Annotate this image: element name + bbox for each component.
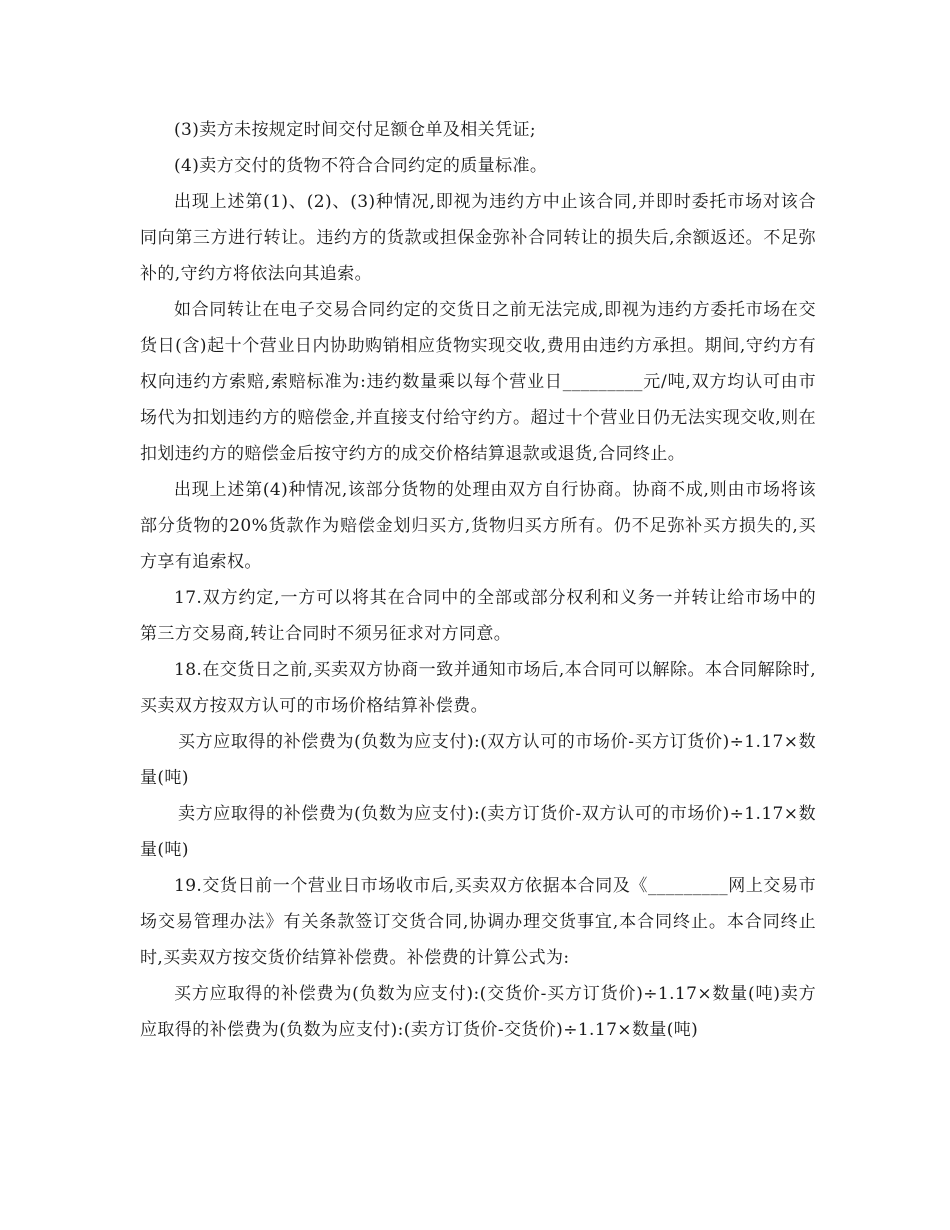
paragraph-article-18: 18.在交货日之前,买卖双方协商一致并通知市场后,本合同可以解除。本合同解除时,买卖双方按双方认可的市场价格结算补偿费。 [140,660,816,716]
paragraph-breach-transfer: 出现上述第(1)、(2)、(3)种情况,即视为违约方中止该合同,并即时委托市场对该合同向第三方进行转让。违约方的货款或担保金弥补合同转让的损失后,余额返还。不足弥补的,守约方将依法向其追索。 [140,192,816,284]
paragraph-article-17: 17.双方约定,一方可以将其在合同中的全部或部分权利和义务一并转让给市场中的第三方交易商,转让合同时不须另征求对方同意。 [140,588,816,644]
paragraph-transfer-failure: 如合同转让在电子交易合同约定的交货日之前无法完成,即视为违约方委托市场在交货日(含)起十个营业日内协助购销相应货物实现交收,费用由违约方承担。期间,守约方有权向违约方索赔,索赔标准为:违约数量乘以每个营业日_________元/吨,双方均认可由市场代为扣划违约方的赔偿金,并直接支付给守约方。超过十个营业日仍无法实现交收,则在扣划违约方的赔偿金后按守约方的成交价格结算退款或退货,合同终止。 [140,300,816,464]
paragraph-article-19: 19.交货日前一个营业日市场收市后,买卖双方依据本合同及《_________网上交易市场交易管理办法》有关条款签订交货合同,协调办理交货事宜,本合同终止。本合同终止时,买卖双方按交货价结算补偿费。补偿费的计算公式为: [140,876,816,968]
paragraph-clause-3: (3)卖方未按规定时间交付足额仓单及相关凭证; [174,120,537,140]
formula-delivery-compensation: 买方应取得的补偿费为(负数为应支付):(交货价-买方订货价)÷1.17×数量(吨)卖方应取得的补偿费为(负数为应支付):(卖方订货价-交货价)÷1.17×数量(吨) [140,984,816,1040]
formula-seller-compensation-market: 卖方应取得的补偿费为(负数为应支付):(卖方订货价-双方认可的市场价)÷1.17×数量(吨) [140,804,816,860]
paragraph-quality-dispute: 出现上述第(4)种情况,该部分货物的处理由双方自行协商。协商不成,则由市场将该部分货物的20%货款作为赔偿金划归买方,货物归买方所有。仍不足弥补买方损失的,买方享有追索权。 [140,480,816,572]
document-body [140,112,816,1048]
formula-buyer-compensation-market: 买方应取得的补偿费为(负数为应支付):(双方认可的市场价-买方订货价)÷1.17×数量(吨) [140,732,816,788]
paragraph-clause-4: (4)卖方交付的货物不符合合同约定的质量标准。 [174,156,548,176]
